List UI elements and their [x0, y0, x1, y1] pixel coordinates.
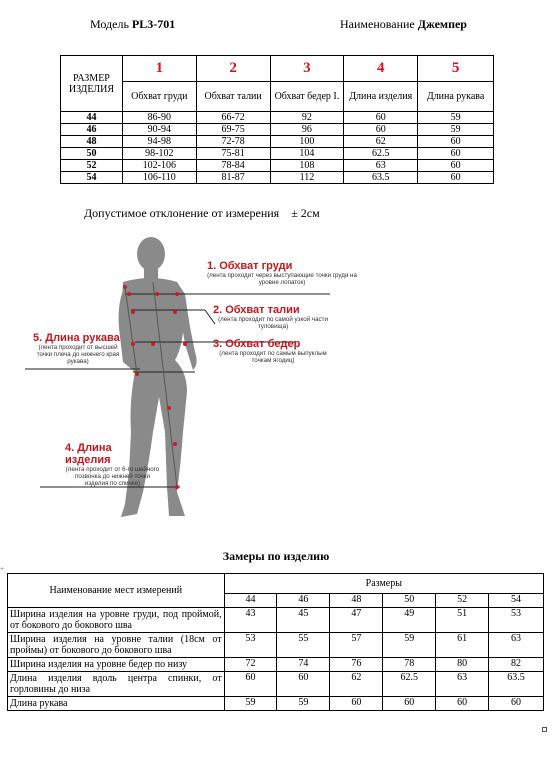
- table-cell: 62.5: [383, 672, 436, 697]
- table-row: [8, 633, 544, 658]
- table-cell: 44: [61, 112, 123, 124]
- measurements-table: [7, 573, 544, 711]
- table-cell: 48: [61, 136, 123, 148]
- name-header: Наименование мест измерений: [8, 574, 225, 608]
- size-column-header: 44: [224, 594, 277, 608]
- label-length-note: (лента проходит от 6-го шейного позвонка до нижней точки изделия по спинке): [65, 466, 160, 487]
- measurement-name: Ширина изделия на уровне талии (18см от проймы) от бокового до бокового шва: [8, 633, 225, 658]
- table-resize-handle[interactable]: [542, 727, 547, 732]
- table-cell: 94-98: [122, 136, 196, 148]
- name-label: Наименование: [340, 17, 415, 31]
- table-cell: 60: [418, 136, 494, 148]
- table-cell: 76: [330, 658, 383, 672]
- table-cell: 78-84: [196, 160, 270, 172]
- table-cell: 59: [277, 697, 330, 711]
- table-cell: 86-90: [122, 112, 196, 124]
- table-cell: 49: [383, 608, 436, 633]
- table-cell: 60: [489, 697, 544, 711]
- table-cell: 63: [436, 672, 489, 697]
- label-chest-title: 1. Обхват груди: [207, 260, 293, 272]
- table-row: [8, 697, 544, 711]
- table-row: [8, 658, 544, 672]
- label-waist-note: (лента проходит по самой узкой части туловища): [218, 316, 328, 330]
- label-sleeve-note: (лента проходит от высшей точки плеча до нижнего края рукава): [36, 344, 120, 365]
- table-anchor-icon: +: [0, 565, 4, 573]
- label-sleeve-title: 5. Длина рукава: [33, 332, 120, 344]
- size-table: [60, 55, 494, 184]
- table-cell: 104: [270, 148, 344, 160]
- table-cell: 80: [436, 658, 489, 672]
- label-hips-note: (лента проходит по самым выпуклым точкам ягодиц): [219, 350, 327, 364]
- label-waist-title: 2. Обхват талии: [213, 304, 300, 316]
- table-cell: 59: [224, 697, 277, 711]
- table-cell: 81-87: [196, 172, 270, 184]
- table-cell: 72-78: [196, 136, 270, 148]
- table-cell: 96: [270, 124, 344, 136]
- table-cell: 69-75: [196, 124, 270, 136]
- column-header-sleeve: Длина рукава: [418, 82, 494, 112]
- table-cell: 60: [418, 160, 494, 172]
- table-cell: 57: [330, 633, 383, 658]
- table-cell: 60: [277, 672, 330, 697]
- table-cell: 92: [270, 112, 344, 124]
- table-cell: 62: [344, 136, 418, 148]
- table-cell: 60: [344, 112, 418, 124]
- label-length: [65, 442, 160, 487]
- table-cell: 59: [418, 124, 494, 136]
- table-cell: 60: [383, 697, 436, 711]
- table-cell: 52: [61, 160, 123, 172]
- table-cell: 90-94: [122, 124, 196, 136]
- tolerance-label: Допустимое отклонение от измерения: [84, 206, 280, 220]
- table-cell: 78: [383, 658, 436, 672]
- table-cell: 108: [270, 160, 344, 172]
- table-cell: 60: [418, 172, 494, 184]
- measurement-name: Длина изделия вдоль центра спинки, от горловины до низа: [8, 672, 225, 697]
- table-cell: 60: [330, 697, 383, 711]
- table-cell: 62: [330, 672, 383, 697]
- table-cell: 61: [436, 633, 489, 658]
- table-cell: 66-72: [196, 112, 270, 124]
- column-number: 2: [196, 56, 270, 82]
- size-column-header: 50: [383, 594, 436, 608]
- label-length-title: 4. Длина изделия: [65, 442, 112, 466]
- measurement-name: Длина рукава: [8, 697, 225, 711]
- name-value: Джемпер: [417, 17, 467, 31]
- model-label: Модель: [90, 17, 129, 31]
- size-header: РАЗМЕР ИЗДЕЛИЯ: [61, 56, 123, 112]
- table-cell: 55: [277, 633, 330, 658]
- size-column-header: 54: [489, 594, 544, 608]
- measurement-diagram: [25, 232, 365, 522]
- table-cell: 47: [330, 608, 383, 633]
- table-cell: 82: [489, 658, 544, 672]
- size-column-header: 46: [277, 594, 330, 608]
- column-number: 5: [418, 56, 494, 82]
- table-cell: 60: [436, 697, 489, 711]
- table-row: [8, 672, 544, 697]
- label-chest: [207, 260, 357, 286]
- column-header-chest: Обхват груди: [122, 82, 196, 112]
- size-column-header: 48: [330, 594, 383, 608]
- column-number: 3: [270, 56, 344, 82]
- table-cell: 63.5: [489, 672, 544, 697]
- label-hips-title: 3. Обхват бедер: [213, 338, 301, 350]
- table-cell: 51: [436, 608, 489, 633]
- table-row: [61, 148, 494, 160]
- table-cell: 100: [270, 136, 344, 148]
- column-header-waist: Обхват талии: [196, 82, 270, 112]
- table-cell: 72: [224, 658, 277, 672]
- table-cell: 60: [224, 672, 277, 697]
- label-sleeve: [33, 332, 123, 365]
- table-row: [61, 160, 494, 172]
- column-header-length: Длина изделия: [344, 82, 418, 112]
- table-cell: 60: [418, 148, 494, 160]
- table-cell: 53: [224, 633, 277, 658]
- table-row: [61, 136, 494, 148]
- measurement-name: Ширина изделия на уровне груди, под проймой, от бокового до бокового шва: [8, 608, 225, 633]
- table-cell: 50: [61, 148, 123, 160]
- table-cell: 102-106: [122, 160, 196, 172]
- sizes-header: Размеры: [224, 574, 543, 594]
- table-cell: 59: [418, 112, 494, 124]
- table-cell: 54: [61, 172, 123, 184]
- column-header-hips: Обхват бедер I.: [270, 82, 344, 112]
- tolerance-value: ± 2см: [291, 206, 320, 220]
- table-row: [61, 124, 494, 136]
- table-cell: 75-81: [196, 148, 270, 160]
- measurements-title: Замеры по изделию: [222, 549, 330, 563]
- table-cell: 63: [489, 633, 544, 658]
- label-chest-note: (лента проходит через выступающие точки груди на уровне лопаток): [207, 272, 357, 286]
- measurement-name: Ширина изделия на уровне бедер по низу: [8, 658, 225, 672]
- model-value: PL3-701: [131, 17, 176, 31]
- table-cell: 74: [277, 658, 330, 672]
- table-cell: 106-110: [122, 172, 196, 184]
- size-column-header: 52: [436, 594, 489, 608]
- table-row: [8, 608, 544, 633]
- table-cell: 60: [344, 124, 418, 136]
- table-cell: 112: [270, 172, 344, 184]
- column-number: 1: [122, 56, 196, 82]
- label-waist: [213, 304, 333, 330]
- name-line: [340, 17, 467, 32]
- table-cell: 46: [61, 124, 123, 136]
- table-cell: 53: [489, 608, 544, 633]
- label-hips: [213, 338, 333, 364]
- table-cell: 63: [344, 160, 418, 172]
- table-cell: 43: [224, 608, 277, 633]
- tolerance-note: [84, 206, 320, 221]
- table-cell: 98-102: [122, 148, 196, 160]
- model-line: [90, 17, 175, 32]
- table-cell: 62.5: [344, 148, 418, 160]
- table-cell: 59: [383, 633, 436, 658]
- table-row: [61, 112, 494, 124]
- table-cell: 63.5: [344, 172, 418, 184]
- table-cell: 45: [277, 608, 330, 633]
- table-row: [61, 172, 494, 184]
- column-number: 4: [344, 56, 418, 82]
